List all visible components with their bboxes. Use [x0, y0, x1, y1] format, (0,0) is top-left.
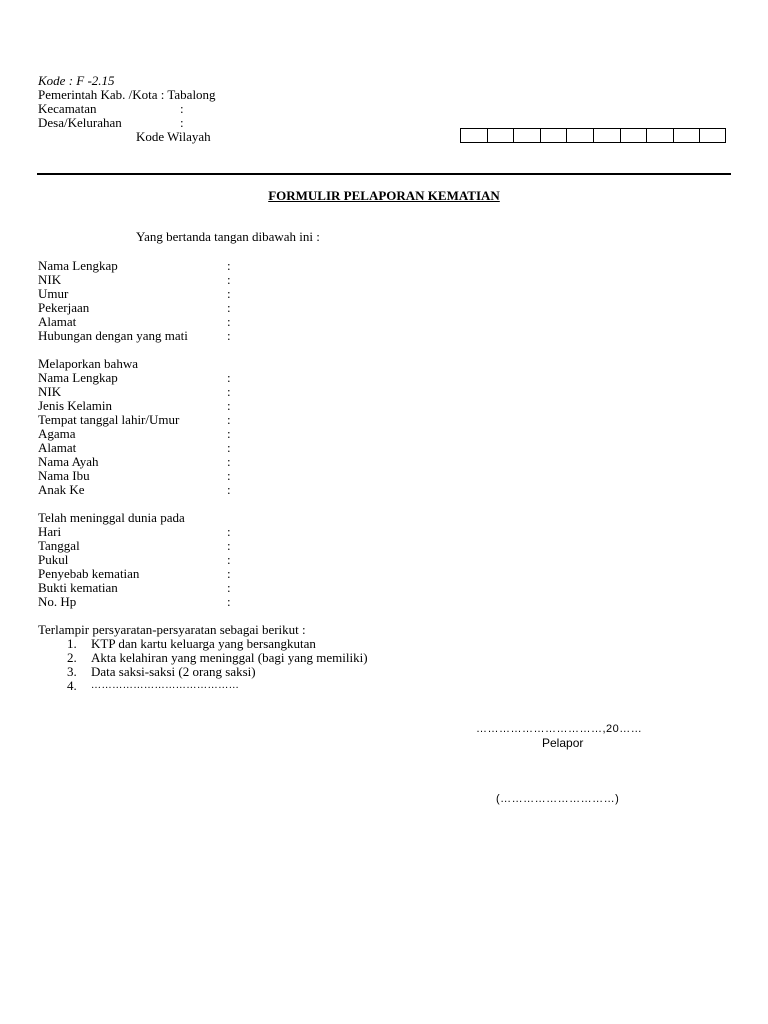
- list-item-number: 1.: [67, 636, 77, 651]
- kode-wilayah-box[interactable]: [487, 128, 514, 143]
- list-item: Data saksi-saksi (2 orang saksi): [91, 664, 256, 679]
- field-label: Bukti kematian: [38, 580, 118, 595]
- field-label: Nama Lengkap: [38, 370, 118, 385]
- field-label: Nama Lengkap: [38, 258, 118, 273]
- kode-wilayah-box[interactable]: [646, 128, 673, 143]
- desa-colon: :: [180, 115, 184, 130]
- field-label: Hari: [38, 524, 62, 539]
- field-label: Pekerjaan: [38, 300, 90, 315]
- list-item-number: 3.: [67, 664, 77, 679]
- field-label: NIK: [38, 384, 62, 399]
- kode-wilayah-box[interactable]: [620, 128, 647, 143]
- field-input[interactable]: :: [227, 412, 231, 427]
- field-input[interactable]: :: [227, 454, 231, 469]
- header-divider: [37, 173, 731, 175]
- field-label: No. Hp: [38, 594, 77, 609]
- field-label: Alamat: [38, 314, 77, 329]
- field-input[interactable]: :: [227, 398, 231, 413]
- field-input[interactable]: :: [227, 594, 231, 609]
- list-item: Akta kelahiran yang meninggal (bagi yang memiliki): [91, 650, 368, 665]
- field-input[interactable]: :: [227, 440, 231, 455]
- kode-wilayah-box[interactable]: [699, 128, 726, 143]
- desa-label: Desa/Kelurahan: [38, 115, 122, 130]
- kode-wilayah-box[interactable]: [593, 128, 620, 143]
- field-input[interactable]: :: [227, 314, 231, 329]
- field-label: Pukul: [38, 552, 69, 567]
- field-input[interactable]: :: [227, 384, 231, 399]
- melaporkan-heading: Melaporkan bahwa: [38, 356, 138, 371]
- list-item-number: 2.: [67, 650, 77, 665]
- field-input[interactable]: :: [227, 426, 231, 441]
- field-input[interactable]: :: [227, 538, 231, 553]
- kode-wilayah-boxes[interactable]: [460, 128, 726, 143]
- field-input[interactable]: :: [227, 482, 231, 497]
- field-label: Tempat tanggal lahir/Umur: [38, 412, 180, 427]
- kecamatan-label: Kecamatan: [38, 101, 97, 116]
- field-input[interactable]: :: [227, 580, 231, 595]
- signature-name-line[interactable]: (…………………………): [496, 793, 620, 805]
- field-input[interactable]: :: [227, 566, 231, 581]
- list-item: KTP dan kartu keluarga yang bersangkutan: [91, 636, 316, 651]
- kode-wilayah-box[interactable]: [540, 128, 567, 143]
- field-label: Agama: [38, 426, 76, 441]
- field-label: NIK: [38, 272, 62, 287]
- lampiran-heading: Terlampir persyaratan-persyaratan sebagai berikut :: [38, 622, 306, 637]
- field-label: Hubungan dengan yang mati: [38, 328, 188, 343]
- field-input[interactable]: :: [227, 286, 231, 301]
- kode-wilayah-box[interactable]: [460, 128, 487, 143]
- field-label: Penyebab kematian: [38, 566, 140, 581]
- kode-wilayah-box[interactable]: [566, 128, 593, 143]
- kode-wilayah-box[interactable]: [673, 128, 700, 143]
- signature-role: Pelapor: [542, 736, 584, 750]
- form-code: Kode : F -2.15: [38, 73, 115, 88]
- field-label: Umur: [38, 286, 69, 301]
- kode-wilayah-box[interactable]: [513, 128, 540, 143]
- field-input[interactable]: :: [227, 300, 231, 315]
- field-label: Nama Ayah: [38, 454, 99, 469]
- field-input[interactable]: :: [227, 272, 231, 287]
- field-input[interactable]: :: [227, 552, 231, 567]
- intro-text: Yang bertanda tangan dibawah ini :: [136, 229, 320, 244]
- pemerintah-line: Pemerintah Kab. /Kota : Tabalong: [38, 87, 216, 102]
- form-title: FORMULIR PELAPORAN KEMATIAN: [268, 188, 500, 203]
- field-input[interactable]: :: [227, 370, 231, 385]
- field-label: Anak Ke: [38, 482, 85, 497]
- kode-wilayah-label: Kode Wilayah: [136, 129, 211, 144]
- field-label: Nama Ibu: [38, 468, 90, 483]
- signature-place-date[interactable]: ……………………………,20……: [476, 723, 643, 735]
- list-item: ……………………………………: [91, 680, 240, 691]
- kecamatan-colon: :: [180, 101, 184, 116]
- field-input[interactable]: :: [227, 258, 231, 273]
- meninggal-heading: Telah meninggal dunia pada: [38, 510, 185, 525]
- field-input[interactable]: :: [227, 468, 231, 483]
- field-input[interactable]: :: [227, 524, 231, 539]
- field-label: Alamat: [38, 440, 77, 455]
- list-item-number: 4.: [67, 678, 77, 693]
- field-label: Tanggal: [38, 538, 80, 553]
- field-input[interactable]: :: [227, 328, 231, 343]
- field-label: Jenis Kelamin: [38, 398, 113, 413]
